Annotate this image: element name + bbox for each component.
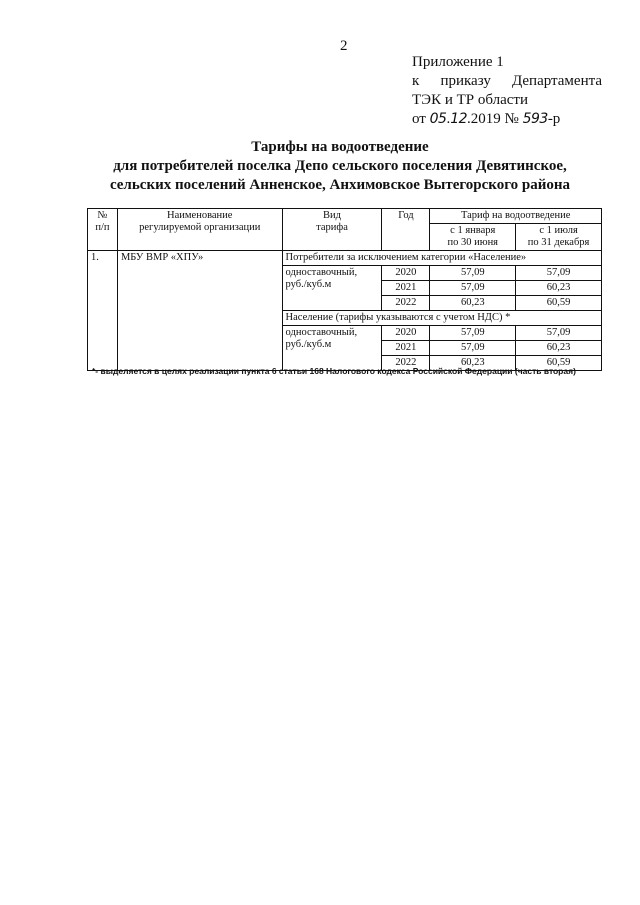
group-1-tariff-type: одноставочный, руб./куб.м (282, 266, 382, 311)
tariff-h1-cell: 57,09 (430, 281, 516, 296)
order-number: 593 (522, 111, 548, 127)
header-period-1: с 1 января по 30 июня (430, 224, 516, 251)
tariff-h1-cell: 60,23 (430, 356, 516, 371)
year-cell: 2021 (382, 281, 430, 296)
date-sep: . (446, 111, 451, 127)
group-2-tariff-type: одноставочный, руб./куб.м (282, 326, 382, 371)
footnote: *- выделяется в целях реализации пункта 6 статьи 168 Налогового кодекса Российской Федерации (часть вторая) (92, 366, 576, 376)
order-suffix: -р (547, 111, 561, 127)
heading-line-2: для потребителей поселка Депо сельского поселения Девятинское, (113, 158, 567, 174)
group-2-title: Население (тарифы указываются с учетом НДС) * (282, 311, 601, 326)
year-cell: 2021 (382, 341, 430, 356)
appendix-order-ref (412, 72, 602, 91)
tariff-h1-cell: 57,09 (430, 341, 516, 356)
appendix-word-k: к (412, 73, 420, 89)
page-number: 2 (340, 38, 348, 54)
appendix-department: ТЭК и ТР области (412, 92, 528, 108)
appendix-word-order: приказу (440, 73, 491, 89)
date-day: 05 (429, 111, 447, 127)
row-number: 1. (88, 251, 118, 371)
appendix-block (412, 53, 602, 129)
tariff-h2-cell: 60,59 (516, 356, 602, 371)
appendix-date-line (412, 110, 602, 129)
tariff-h2-cell: 57,09 (516, 266, 602, 281)
document-heading (60, 138, 620, 195)
group-1-title-row (88, 251, 602, 266)
year-cell: 2020 (382, 326, 430, 341)
date-month: 12 (450, 111, 468, 127)
header-org: Наименование регулируемой организации (117, 209, 282, 251)
header-tariff: Тариф на водоотведение (430, 209, 602, 224)
tariff-h2-cell: 60,23 (516, 341, 602, 356)
year-cell: 2022 (382, 356, 430, 371)
group-1-title: Потребители за исключением категории «Население» (282, 251, 601, 266)
heading-line-3: сельских поселений Анненское, Анхимовское Вытегорского района (109, 177, 571, 193)
tariff-h2-cell: 60,59 (516, 296, 602, 311)
tariff-h2-cell: 57,09 (516, 326, 602, 341)
tariff-h1-cell: 57,09 (430, 326, 516, 341)
appendix-title: Приложение 1 (412, 54, 504, 70)
date-year: .2019 № (467, 111, 519, 127)
tariff-h1-cell: 60,23 (430, 296, 516, 311)
date-prefix: от (412, 111, 426, 127)
tariff-h1-cell: 57,09 (430, 266, 516, 281)
appendix-word-department: Департамента (511, 73, 602, 89)
header-year: Год (382, 209, 430, 251)
year-cell: 2020 (382, 266, 430, 281)
tariff-table (87, 208, 602, 371)
header-type: Вид тарифа (282, 209, 382, 251)
table-header-row (88, 209, 602, 224)
year-cell: 2022 (382, 296, 430, 311)
header-period-2: с 1 июля по 31 декабря (516, 224, 602, 251)
header-num: № п/п (88, 209, 118, 251)
heading-line-1: Тарифы на водоотведение (251, 139, 429, 155)
tariff-h2-cell: 60,23 (516, 281, 602, 296)
organization-name: МБУ ВМР «ХПУ» (117, 251, 282, 371)
